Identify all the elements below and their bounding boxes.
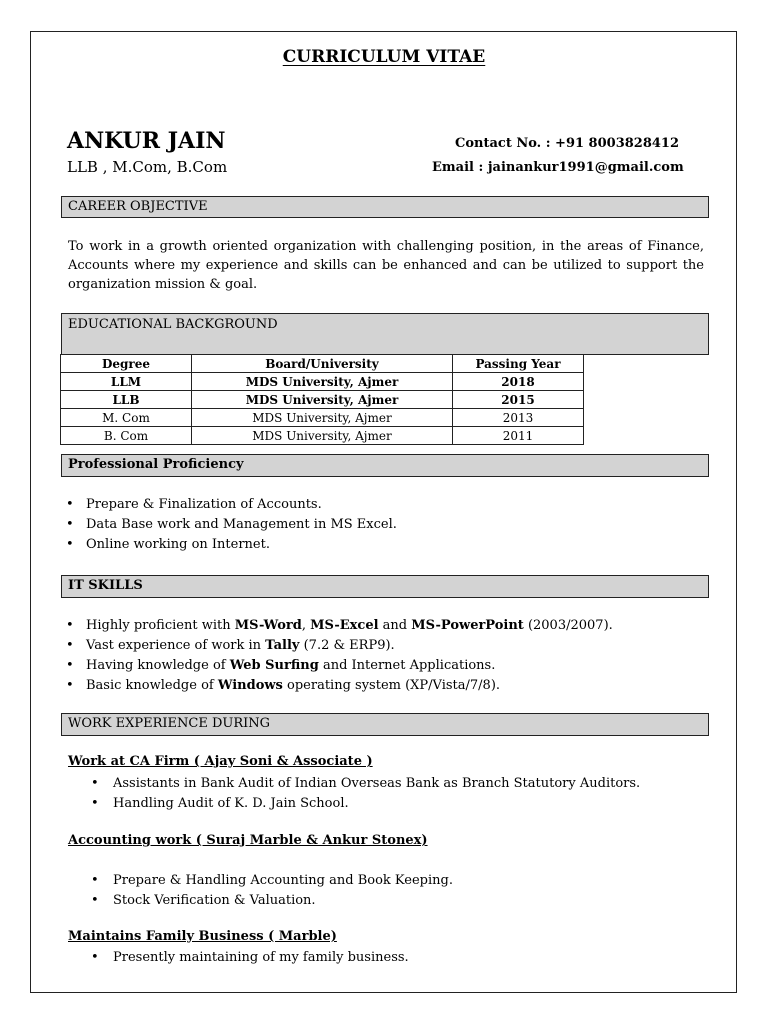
- job-title: Work at CA Firm ( Ajay Soni & Associate ): [68, 754, 373, 769]
- job-duties-list: [89, 871, 453, 911]
- table-cell: LLB: [61, 391, 192, 409]
- list-item: • Presently maintaining of my family business.: [89, 948, 409, 968]
- list-item: • Prepare & Handling Accounting and Book Keeping.: [89, 871, 453, 891]
- table-cell: 2018: [453, 373, 584, 391]
- table-cell: MDS University, Ajmer: [192, 373, 453, 391]
- list-item: • Stock Verification & Valuation.: [89, 891, 453, 911]
- list-item: • Online working on Internet.: [64, 535, 397, 555]
- education-table: [60, 354, 584, 445]
- table-header-row: [61, 355, 584, 373]
- job-duties-list: [89, 774, 640, 814]
- list-item: • Highly proficient with MS-Word, MS-Excel and MS-PowerPoint (2003/2007).: [64, 616, 613, 636]
- it-skills-list: [64, 616, 613, 696]
- candidate-qualifications: LLB , M.Com, B.Com: [67, 158, 228, 176]
- table-cell: MDS University, Ajmer: [192, 409, 453, 427]
- list-item: • Handling Audit of K. D. Jain School.: [89, 794, 640, 814]
- list-item: • Prepare & Finalization of Accounts.: [64, 495, 397, 515]
- it-skills-heading: IT SKILLS: [61, 575, 709, 598]
- list-item: • Vast experience of work in Tally (7.2 & ERP9).: [64, 636, 613, 656]
- column-header: Passing Year: [453, 355, 584, 373]
- table-row: [61, 409, 584, 427]
- document-title: CURRICULUM VITAE: [282, 47, 486, 67]
- list-item: • Assistants in Bank Audit of Indian Overseas Bank as Branch Statutory Auditors.: [89, 774, 640, 794]
- email-address: Email : jainankur1991@gmail.com: [432, 160, 684, 175]
- table-cell: 2015: [453, 391, 584, 409]
- table-cell: 2013: [453, 409, 584, 427]
- job-title: Maintains Family Business ( Marble): [68, 929, 337, 944]
- work-experience-heading: WORK EXPERIENCE DURING: [61, 713, 709, 736]
- contact-number: Contact No. : +91 8003828412: [455, 136, 680, 151]
- table-cell: B. Com: [61, 427, 192, 445]
- proficiency-heading: Professional Proficiency: [61, 454, 709, 477]
- career-objective-text: To work in a growth oriented organization with challenging position, in the areas of Finance, Accounts where my experience and skills can be enhanced and can be utilized to support the organization mission & goal.: [68, 239, 704, 292]
- table-row: [61, 391, 584, 409]
- table-cell: LLM: [61, 373, 192, 391]
- table-cell: MDS University, Ajmer: [192, 391, 453, 409]
- list-item: • Data Base work and Management in MS Excel.: [64, 515, 397, 535]
- career-objective-heading: CAREER OBJECTIVE: [61, 196, 709, 218]
- list-item: • Basic knowledge of Windows operating system (XP/Vista/7/8).: [64, 676, 613, 696]
- column-header: Degree: [61, 355, 192, 373]
- table-row: [61, 427, 584, 445]
- table-cell: 2011: [453, 427, 584, 445]
- education-heading: EDUCATIONAL BACKGROUND: [61, 313, 709, 355]
- column-header: Board/University: [192, 355, 453, 373]
- table-cell: MDS University, Ajmer: [192, 427, 453, 445]
- table-cell: M. Com: [61, 409, 192, 427]
- table-row: [61, 373, 584, 391]
- job-title: Accounting work ( Suraj Marble & Ankur Stonex): [68, 833, 428, 848]
- list-item: • Having knowledge of Web Surfing and Internet Applications.: [64, 656, 613, 676]
- proficiency-list: [64, 495, 397, 555]
- job-duties-list: [89, 948, 409, 968]
- candidate-name: ANKUR JAIN: [67, 128, 226, 154]
